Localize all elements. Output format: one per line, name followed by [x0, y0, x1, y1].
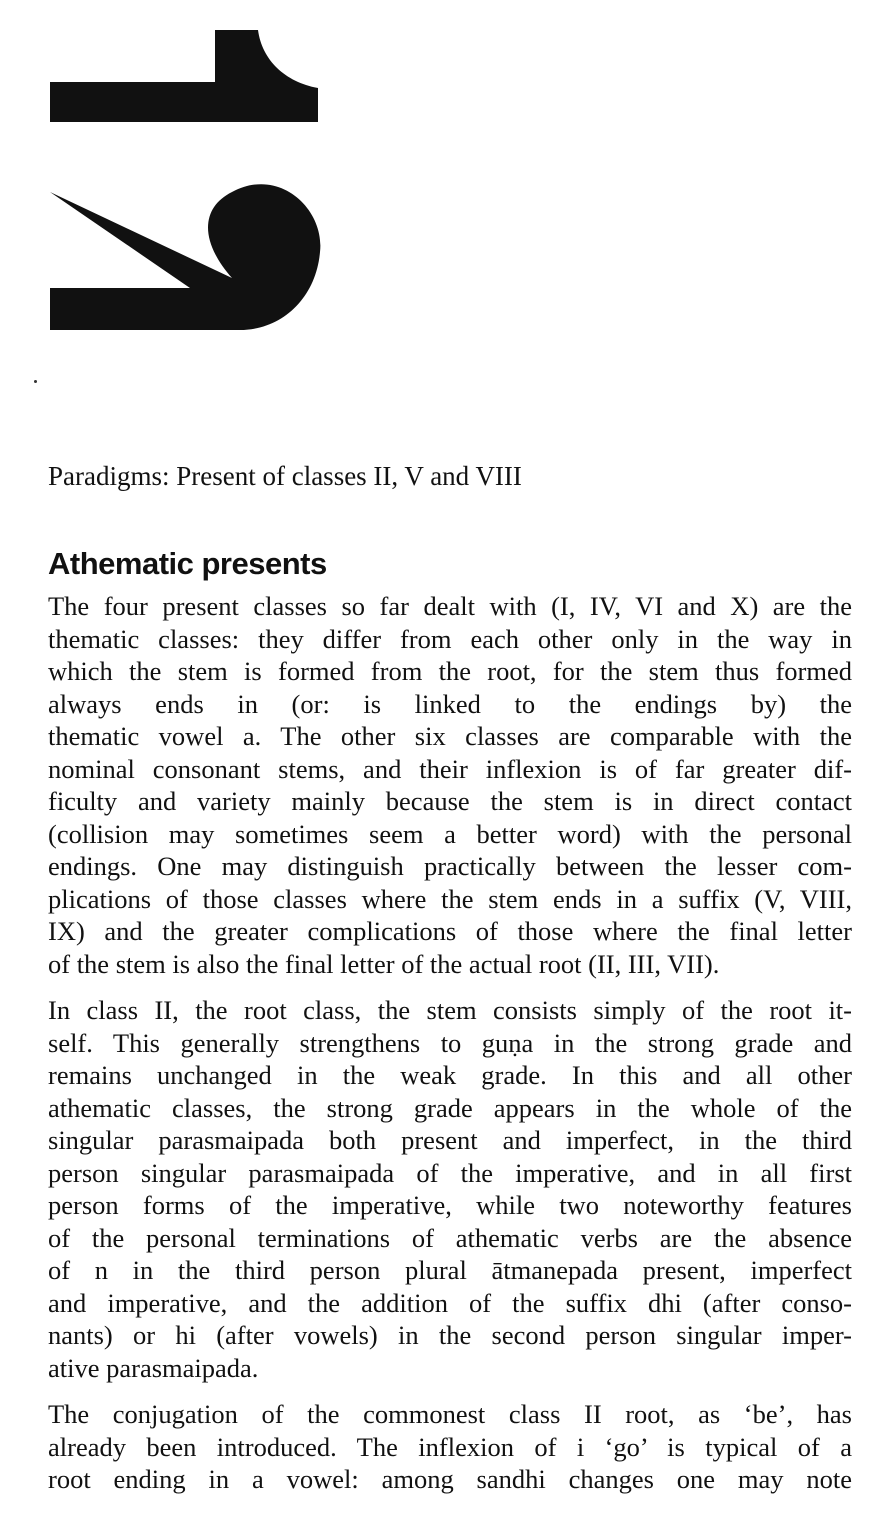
- text-line: In class II, the root class, the stem consists simply of the root it-: [48, 995, 852, 1025]
- text-line: of n in the third person plural ātmanepada present, imperfect: [48, 1255, 852, 1285]
- text-line: (collision may sometimes seem a better word) with the personal: [48, 818, 852, 849]
- text-line: and imperative, and the addition of the suffix dhi (after conso-: [48, 1287, 852, 1318]
- paragraph: [48, 590, 852, 980]
- text-line: self. This generally strengthens to guṇa in the strong grade and: [48, 1027, 852, 1058]
- text-line: ficulty and variety mainly because the stem is in direct contact: [48, 786, 852, 816]
- text-line: of the personal terminations of athematic verbs are the absence: [48, 1222, 852, 1253]
- text-line: athematic classes, the strong grade appears in the whole of the: [48, 1092, 852, 1123]
- chapter-digit-two: [50, 184, 320, 330]
- paragraph: [48, 1398, 852, 1496]
- text-line: The conjugation of the commonest class II root, as ‘be’, has: [48, 1399, 852, 1429]
- text-line: nominal consonant stems, and their inflexion is of far greater dif-: [48, 753, 852, 784]
- text-line: plications of those classes where the stem ends in a suffix (V, VIII,: [48, 883, 852, 914]
- stray-dot: [34, 380, 37, 383]
- page-subtitle: Paradigms: Present of classes II, V and VIII: [48, 461, 522, 491]
- paragraph: [48, 994, 852, 1384]
- text-line: already been introduced. The inflexion of i ‘go’ is typical of a: [48, 1431, 852, 1462]
- text-line: nants) or hi (after vowels) in the second person singular imper-: [48, 1320, 852, 1350]
- text-line: root ending in a vowel: among sandhi changes one may note: [48, 1464, 852, 1494]
- text-line: thematic vowel a. The other six classes are comparable with the: [48, 721, 852, 751]
- section-heading: Athematic presents: [48, 546, 327, 581]
- text-line: of the stem is also the final letter of the actual root (II, III, VII).: [48, 948, 720, 979]
- text-line: endings. One may distinguish practically between the lesser com-: [48, 851, 852, 881]
- text-line: person singular parasmaipada of the imperative, and in all first: [48, 1157, 852, 1188]
- text-line: always ends in (or: is linked to the endings by) the: [48, 688, 852, 719]
- text-line: person forms of the imperative, while two noteworthy features: [48, 1190, 852, 1220]
- text-line: which the stem is formed from the root, for the stem thus formed: [48, 656, 852, 686]
- text-line: IX) and the greater complications of those where the final letter: [48, 916, 852, 946]
- text-line: singular parasmaipada both present and imperfect, in the third: [48, 1125, 852, 1155]
- body-text: [48, 590, 852, 1510]
- chapter-number-graphic: [50, 30, 325, 330]
- text-line: The four present classes so far dealt with (I, IV, VI and X) are the: [48, 591, 852, 621]
- text-line: thematic classes: they differ from each other only in the way in: [48, 623, 852, 654]
- chapter-digit-one: [50, 30, 318, 122]
- text-line: remains unchanged in the weak grade. In this and all other: [48, 1060, 852, 1090]
- text-line: ative parasmaipada.: [48, 1352, 259, 1383]
